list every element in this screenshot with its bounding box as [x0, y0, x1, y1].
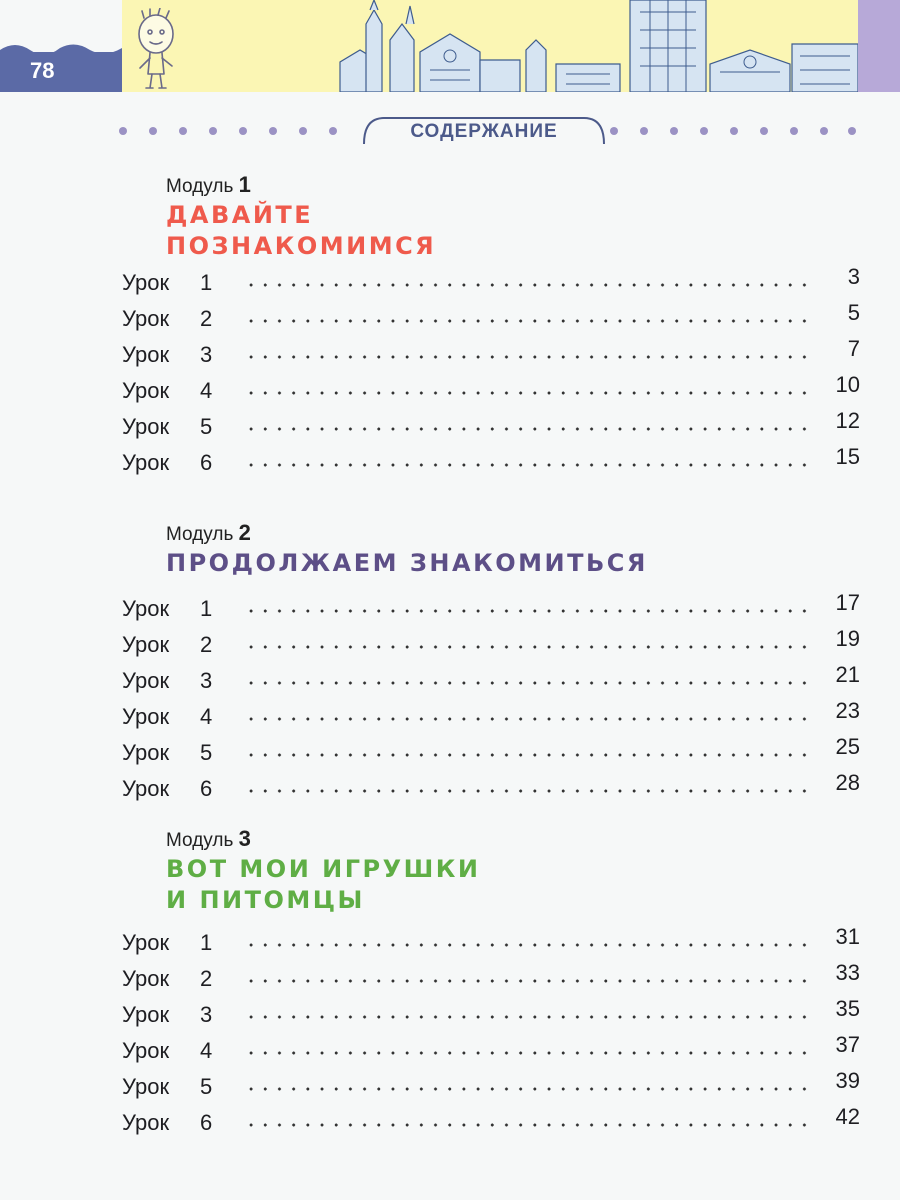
lesson-item[interactable] — [0, 590, 900, 632]
page-reference: 10 — [835, 372, 860, 397]
dot-leader — [244, 1050, 816, 1056]
lesson-number: 5 — [200, 1074, 213, 1099]
page-reference: 12 — [835, 408, 860, 433]
dot-leader — [244, 1086, 816, 1092]
page-reference: 39 — [835, 1068, 860, 1093]
lesson-word: Урок — [122, 378, 170, 403]
header-band — [0, 0, 900, 92]
module-title-line: ДАВАЙТЕ — [166, 201, 314, 229]
city-skyline-illustration — [330, 0, 858, 92]
lesson-number: 6 — [200, 1110, 213, 1135]
lesson-word: Урок — [122, 342, 170, 367]
dot-leader — [244, 282, 816, 288]
module-title-line: ВОТ МОИ ИГРУШКИ — [166, 855, 481, 883]
lesson-number: 2 — [200, 966, 213, 991]
lesson-number: 5 — [200, 740, 213, 765]
lesson-number: 3 — [200, 342, 213, 367]
lesson-item[interactable] — [0, 408, 900, 450]
module-label-number: 1 — [238, 172, 251, 197]
lesson-number: 3 — [200, 668, 213, 693]
dot-leader — [244, 1014, 816, 1020]
contents-title: СОДЕРЖАНИЕ — [410, 121, 558, 142]
page-reference: 3 — [847, 264, 860, 289]
lesson-item[interactable] — [0, 300, 900, 342]
decorative-dots-left — [118, 126, 358, 136]
lesson-item[interactable] — [0, 1104, 900, 1146]
lesson-number: 3 — [200, 1002, 213, 1027]
dot-leader — [244, 942, 816, 948]
lesson-item[interactable] — [0, 336, 900, 378]
dot-leader — [244, 426, 816, 432]
module-label — [166, 520, 251, 546]
lesson-word: Урок — [122, 1002, 170, 1027]
dot-leader — [244, 680, 816, 686]
lesson-number: 4 — [200, 1038, 213, 1063]
lesson-item[interactable] — [0, 1068, 900, 1110]
lesson-word: Урок — [122, 776, 170, 801]
lesson-number: 6 — [200, 776, 213, 801]
lesson-item[interactable] — [0, 960, 900, 1002]
dot-leader — [244, 978, 816, 984]
page-reference: 15 — [835, 444, 860, 469]
lesson-word: Урок — [122, 1110, 170, 1135]
lesson-item[interactable] — [0, 264, 900, 306]
dot-leader — [244, 318, 816, 324]
dot-leader — [244, 354, 816, 360]
module-label-number: 3 — [238, 826, 251, 851]
lesson-item[interactable] — [0, 626, 900, 668]
page-tab — [0, 52, 122, 92]
lesson-item[interactable] — [0, 1032, 900, 1074]
lesson-word: Урок — [122, 1074, 170, 1099]
module-label-word: Модуль — [166, 830, 234, 851]
lesson-word: Урок — [122, 414, 170, 439]
page-reference: 31 — [835, 924, 860, 949]
lesson-item[interactable] — [0, 698, 900, 740]
dot-leader — [244, 608, 816, 614]
lesson-number: 2 — [200, 632, 213, 657]
page-reference: 5 — [847, 300, 860, 325]
dot-leader — [244, 390, 816, 396]
lesson-word: Урок — [122, 270, 170, 295]
page-reference: 33 — [835, 960, 860, 985]
lesson-word: Урок — [122, 930, 170, 955]
page-reference: 7 — [847, 336, 860, 361]
lesson-item[interactable] — [0, 996, 900, 1038]
dot-leader — [244, 752, 816, 758]
lesson-number: 5 — [200, 414, 213, 439]
lesson-number: 1 — [200, 596, 213, 621]
module-label-word: Модуль — [166, 176, 234, 197]
module-title-line: ПРОДОЛЖАЕМ ЗНАКОМИТЬСЯ — [166, 549, 648, 577]
dot-leader — [244, 644, 816, 650]
page-reference: 19 — [835, 626, 860, 651]
lesson-item[interactable] — [0, 444, 900, 486]
lesson-item[interactable] — [0, 734, 900, 776]
module-label — [166, 826, 251, 852]
lesson-item[interactable] — [0, 770, 900, 812]
lesson-item[interactable] — [0, 662, 900, 704]
module-title — [166, 854, 480, 916]
module-label-number: 2 — [238, 520, 251, 545]
page-reference: 28 — [835, 770, 860, 795]
lesson-word: Урок — [122, 740, 170, 765]
contents-header — [0, 112, 900, 148]
lesson-word: Урок — [122, 306, 170, 331]
lesson-word: Урок — [122, 450, 170, 475]
header-corner — [858, 0, 900, 92]
lesson-number: 6 — [200, 450, 213, 475]
dot-leader — [244, 716, 816, 722]
lesson-word: Урок — [122, 704, 170, 729]
dot-leader — [244, 1122, 816, 1128]
lesson-number: 4 — [200, 378, 213, 403]
page-reference: 21 — [835, 662, 860, 687]
dot-leader — [244, 788, 816, 794]
page-reference: 37 — [835, 1032, 860, 1057]
cartoon-character-illustration — [128, 8, 184, 92]
lesson-item[interactable] — [0, 372, 900, 414]
lesson-word: Урок — [122, 966, 170, 991]
lesson-number: 2 — [200, 306, 213, 331]
module-title-line: ПОЗНАКОМИМСЯ — [166, 232, 437, 260]
page-reference: 17 — [835, 590, 860, 615]
page-reference: 25 — [835, 734, 860, 759]
lesson-word: Урок — [122, 668, 170, 693]
module-title — [166, 200, 436, 262]
lesson-word: Урок — [122, 632, 170, 657]
page-number: 78 — [30, 58, 55, 83]
lesson-item[interactable] — [0, 924, 900, 966]
page-reference: 35 — [835, 996, 860, 1021]
lesson-number: 1 — [200, 270, 213, 295]
module-title-line: И ПИТОМЦЫ — [166, 886, 365, 914]
lesson-word: Урок — [122, 596, 170, 621]
page-reference: 23 — [835, 698, 860, 723]
module-label-word: Модуль — [166, 524, 234, 545]
lesson-number: 1 — [200, 930, 213, 955]
lesson-number: 4 — [200, 704, 213, 729]
module-title — [166, 548, 648, 579]
module-label — [166, 172, 251, 198]
dot-leader — [244, 462, 816, 468]
lesson-word: Урок — [122, 1038, 170, 1063]
page-reference: 42 — [835, 1104, 860, 1129]
decorative-dots-right — [606, 126, 858, 136]
